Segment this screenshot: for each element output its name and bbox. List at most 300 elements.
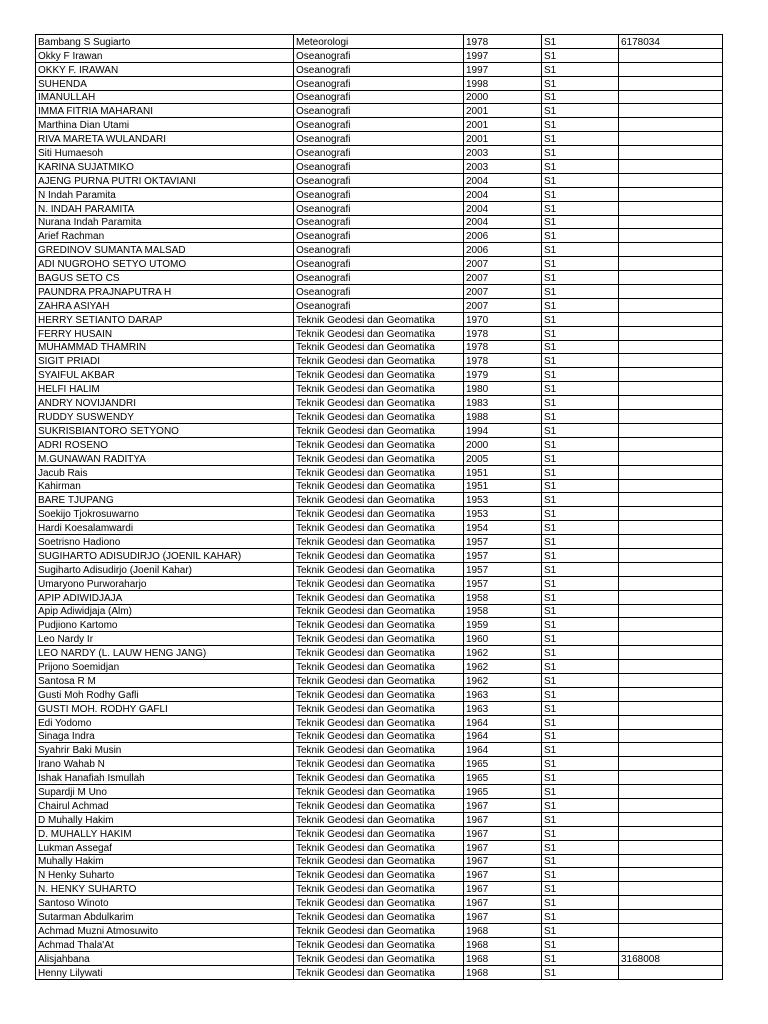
table-row bbox=[36, 729, 723, 743]
name-cell: SIGIT PRIADI bbox=[36, 354, 294, 368]
year-cell: 1978 bbox=[464, 340, 542, 354]
name-cell: LEO NARDY (L. LAUW HENG JANG) bbox=[36, 646, 294, 660]
table-row bbox=[36, 479, 723, 493]
name-cell: BARE TJUPANG bbox=[36, 493, 294, 507]
table-row bbox=[36, 243, 723, 257]
program-cell: Teknik Geodesi dan Geomatika bbox=[294, 715, 464, 729]
name-cell: ADRI ROSENO bbox=[36, 437, 294, 451]
degree-cell: S1 bbox=[542, 507, 619, 521]
name-cell: Achmad Muzni Atmosuwito bbox=[36, 924, 294, 938]
id-cell bbox=[619, 146, 723, 160]
table-row bbox=[36, 173, 723, 187]
degree-cell: S1 bbox=[542, 437, 619, 451]
degree-cell: S1 bbox=[542, 382, 619, 396]
year-cell: 1964 bbox=[464, 729, 542, 743]
year-cell: 1997 bbox=[464, 62, 542, 76]
degree-cell: S1 bbox=[542, 118, 619, 132]
year-cell: 1988 bbox=[464, 410, 542, 424]
id-cell bbox=[619, 132, 723, 146]
alumni-table bbox=[35, 34, 723, 980]
program-cell: Oseanografi bbox=[294, 298, 464, 312]
table-row bbox=[36, 687, 723, 701]
degree-cell: S1 bbox=[542, 271, 619, 285]
id-cell bbox=[619, 548, 723, 562]
degree-cell: S1 bbox=[542, 479, 619, 493]
table-row bbox=[36, 882, 723, 896]
year-cell: 2003 bbox=[464, 160, 542, 174]
year-cell: 1957 bbox=[464, 548, 542, 562]
table-row bbox=[36, 368, 723, 382]
table-row bbox=[36, 840, 723, 854]
year-cell: 2001 bbox=[464, 104, 542, 118]
degree-cell: S1 bbox=[542, 937, 619, 951]
degree-cell: S1 bbox=[542, 104, 619, 118]
program-cell: Teknik Geodesi dan Geomatika bbox=[294, 618, 464, 632]
degree-cell: S1 bbox=[542, 673, 619, 687]
name-cell: D. MUHALLY HAKIM bbox=[36, 826, 294, 840]
id-cell bbox=[619, 507, 723, 521]
program-cell: Oseanografi bbox=[294, 132, 464, 146]
table-row bbox=[36, 410, 723, 424]
table-row bbox=[36, 951, 723, 965]
id-cell bbox=[619, 48, 723, 62]
year-cell: 1967 bbox=[464, 798, 542, 812]
degree-cell: S1 bbox=[542, 298, 619, 312]
table-row bbox=[36, 715, 723, 729]
degree-cell: S1 bbox=[542, 826, 619, 840]
degree-cell: S1 bbox=[542, 48, 619, 62]
table-row bbox=[36, 562, 723, 576]
name-cell: PAUNDRA PRAJNAPUTRA H bbox=[36, 285, 294, 299]
table-row bbox=[36, 965, 723, 979]
degree-cell: S1 bbox=[542, 146, 619, 160]
id-cell bbox=[619, 187, 723, 201]
program-cell: Teknik Geodesi dan Geomatika bbox=[294, 924, 464, 938]
degree-cell: S1 bbox=[542, 882, 619, 896]
id-cell bbox=[619, 451, 723, 465]
year-cell: 1963 bbox=[464, 701, 542, 715]
degree-cell: S1 bbox=[542, 493, 619, 507]
degree-cell: S1 bbox=[542, 868, 619, 882]
table-row bbox=[36, 507, 723, 521]
name-cell: MUHAMMAD THAMRIN bbox=[36, 340, 294, 354]
degree-cell: S1 bbox=[542, 173, 619, 187]
name-cell: Ishak Hanafiah Ismullah bbox=[36, 771, 294, 785]
program-cell: Teknik Geodesi dan Geomatika bbox=[294, 951, 464, 965]
name-cell: IMMA FITRIA MAHARANI bbox=[36, 104, 294, 118]
name-cell: Umaryono Purworaharjo bbox=[36, 576, 294, 590]
name-cell: SUGIHARTO ADISUDIRJO (JOENIL KAHAR) bbox=[36, 548, 294, 562]
year-cell: 1957 bbox=[464, 576, 542, 590]
id-cell bbox=[619, 576, 723, 590]
program-cell: Oseanografi bbox=[294, 271, 464, 285]
id-cell bbox=[619, 660, 723, 674]
degree-cell: S1 bbox=[542, 604, 619, 618]
year-cell: 1967 bbox=[464, 868, 542, 882]
name-cell: SUKRISBIANTORO SETYONO bbox=[36, 423, 294, 437]
id-cell bbox=[619, 396, 723, 410]
table-row bbox=[36, 757, 723, 771]
name-cell: HELFI HALIM bbox=[36, 382, 294, 396]
id-cell bbox=[619, 493, 723, 507]
table-row bbox=[36, 382, 723, 396]
year-cell: 2003 bbox=[464, 146, 542, 160]
table-row bbox=[36, 590, 723, 604]
id-cell bbox=[619, 965, 723, 979]
year-cell: 1967 bbox=[464, 812, 542, 826]
name-cell: Alisjahbana bbox=[36, 951, 294, 965]
year-cell: 1962 bbox=[464, 673, 542, 687]
year-cell: 1980 bbox=[464, 382, 542, 396]
degree-cell: S1 bbox=[542, 840, 619, 854]
year-cell: 1978 bbox=[464, 354, 542, 368]
degree-cell: S1 bbox=[542, 312, 619, 326]
year-cell: 1997 bbox=[464, 48, 542, 62]
program-cell: Teknik Geodesi dan Geomatika bbox=[294, 812, 464, 826]
name-cell: FERRY HUSAIN bbox=[36, 326, 294, 340]
id-cell: 6178034 bbox=[619, 35, 723, 49]
table-row bbox=[36, 48, 723, 62]
table-row bbox=[36, 354, 723, 368]
table-row bbox=[36, 937, 723, 951]
table-row bbox=[36, 465, 723, 479]
id-cell bbox=[619, 729, 723, 743]
year-cell: 1967 bbox=[464, 910, 542, 924]
degree-cell: S1 bbox=[542, 215, 619, 229]
year-cell: 1957 bbox=[464, 535, 542, 549]
name-cell: Hardi Koesalamwardi bbox=[36, 521, 294, 535]
program-cell: Teknik Geodesi dan Geomatika bbox=[294, 340, 464, 354]
degree-cell: S1 bbox=[542, 326, 619, 340]
name-cell: N. INDAH PARAMITA bbox=[36, 201, 294, 215]
table-row bbox=[36, 604, 723, 618]
program-cell: Teknik Geodesi dan Geomatika bbox=[294, 646, 464, 660]
year-cell: 1962 bbox=[464, 660, 542, 674]
name-cell: ZAHRA ASIYAH bbox=[36, 298, 294, 312]
name-cell: Gusti Moh Rodhy Gafli bbox=[36, 687, 294, 701]
year-cell: 1953 bbox=[464, 507, 542, 521]
year-cell: 2001 bbox=[464, 118, 542, 132]
year-cell: 2004 bbox=[464, 187, 542, 201]
degree-cell: S1 bbox=[542, 965, 619, 979]
year-cell: 1953 bbox=[464, 493, 542, 507]
id-cell bbox=[619, 229, 723, 243]
program-cell: Oseanografi bbox=[294, 285, 464, 299]
degree-cell: S1 bbox=[542, 785, 619, 799]
id-cell bbox=[619, 257, 723, 271]
name-cell: GREDINOV SUMANTA MALSAD bbox=[36, 243, 294, 257]
id-cell bbox=[619, 840, 723, 854]
name-cell: Lukman Assegaf bbox=[36, 840, 294, 854]
year-cell: 1965 bbox=[464, 757, 542, 771]
program-cell: Teknik Geodesi dan Geomatika bbox=[294, 423, 464, 437]
id-cell bbox=[619, 618, 723, 632]
program-cell: Teknik Geodesi dan Geomatika bbox=[294, 729, 464, 743]
program-cell: Teknik Geodesi dan Geomatika bbox=[294, 965, 464, 979]
degree-cell: S1 bbox=[542, 687, 619, 701]
id-cell bbox=[619, 562, 723, 576]
degree-cell: S1 bbox=[542, 951, 619, 965]
program-cell: Oseanografi bbox=[294, 160, 464, 174]
year-cell: 2005 bbox=[464, 451, 542, 465]
name-cell: RUDDY SUSWENDY bbox=[36, 410, 294, 424]
year-cell: 1968 bbox=[464, 924, 542, 938]
name-cell: Kahirman bbox=[36, 479, 294, 493]
name-cell: Sinaga Indra bbox=[36, 729, 294, 743]
degree-cell: S1 bbox=[542, 576, 619, 590]
degree-cell: S1 bbox=[542, 354, 619, 368]
program-cell: Teknik Geodesi dan Geomatika bbox=[294, 882, 464, 896]
degree-cell: S1 bbox=[542, 229, 619, 243]
name-cell: Leo Nardy Ir bbox=[36, 632, 294, 646]
degree-cell: S1 bbox=[542, 132, 619, 146]
degree-cell: S1 bbox=[542, 35, 619, 49]
name-cell: Henny Lilywati bbox=[36, 965, 294, 979]
id-cell bbox=[619, 882, 723, 896]
degree-cell: S1 bbox=[542, 451, 619, 465]
degree-cell: S1 bbox=[542, 548, 619, 562]
program-cell: Teknik Geodesi dan Geomatika bbox=[294, 368, 464, 382]
year-cell: 1998 bbox=[464, 76, 542, 90]
table-row bbox=[36, 62, 723, 76]
name-cell: D Muhally Hakim bbox=[36, 812, 294, 826]
program-cell: Teknik Geodesi dan Geomatika bbox=[294, 382, 464, 396]
program-cell: Teknik Geodesi dan Geomatika bbox=[294, 757, 464, 771]
program-cell: Oseanografi bbox=[294, 187, 464, 201]
program-cell: Oseanografi bbox=[294, 62, 464, 76]
degree-cell: S1 bbox=[542, 423, 619, 437]
id-cell bbox=[619, 118, 723, 132]
year-cell: 1968 bbox=[464, 937, 542, 951]
table-row bbox=[36, 257, 723, 271]
id-cell bbox=[619, 104, 723, 118]
name-cell: Syahrir Baki Musin bbox=[36, 743, 294, 757]
year-cell: 1962 bbox=[464, 646, 542, 660]
program-cell: Teknik Geodesi dan Geomatika bbox=[294, 743, 464, 757]
id-cell bbox=[619, 479, 723, 493]
year-cell: 1968 bbox=[464, 951, 542, 965]
name-cell: BAGUS SETO CS bbox=[36, 271, 294, 285]
name-cell: Siti Humaesoh bbox=[36, 146, 294, 160]
name-cell: KARINA SUJATMIKO bbox=[36, 160, 294, 174]
table-row bbox=[36, 146, 723, 160]
table-row bbox=[36, 701, 723, 715]
program-cell: Teknik Geodesi dan Geomatika bbox=[294, 840, 464, 854]
year-cell: 2007 bbox=[464, 285, 542, 299]
table-row bbox=[36, 826, 723, 840]
table-row bbox=[36, 785, 723, 799]
year-cell: 2004 bbox=[464, 173, 542, 187]
program-cell: Oseanografi bbox=[294, 201, 464, 215]
year-cell: 2001 bbox=[464, 132, 542, 146]
name-cell: Santoso Winoto bbox=[36, 896, 294, 910]
degree-cell: S1 bbox=[542, 535, 619, 549]
table-row bbox=[36, 618, 723, 632]
table-row bbox=[36, 548, 723, 562]
id-cell bbox=[619, 76, 723, 90]
degree-cell: S1 bbox=[542, 854, 619, 868]
program-cell: Teknik Geodesi dan Geomatika bbox=[294, 451, 464, 465]
program-cell: Teknik Geodesi dan Geomatika bbox=[294, 493, 464, 507]
degree-cell: S1 bbox=[542, 771, 619, 785]
degree-cell: S1 bbox=[542, 465, 619, 479]
degree-cell: S1 bbox=[542, 729, 619, 743]
name-cell: Achmad Thala'At bbox=[36, 937, 294, 951]
year-cell: 1978 bbox=[464, 35, 542, 49]
year-cell: 2004 bbox=[464, 201, 542, 215]
name-cell: N. HENKY SUHARTO bbox=[36, 882, 294, 896]
id-cell bbox=[619, 854, 723, 868]
table-row bbox=[36, 493, 723, 507]
year-cell: 1954 bbox=[464, 521, 542, 535]
program-cell: Oseanografi bbox=[294, 146, 464, 160]
year-cell: 1994 bbox=[464, 423, 542, 437]
id-cell bbox=[619, 410, 723, 424]
program-cell: Oseanografi bbox=[294, 229, 464, 243]
table-row bbox=[36, 229, 723, 243]
year-cell: 1958 bbox=[464, 590, 542, 604]
id-cell bbox=[619, 465, 723, 479]
degree-cell: S1 bbox=[542, 368, 619, 382]
table-row bbox=[36, 632, 723, 646]
program-cell: Teknik Geodesi dan Geomatika bbox=[294, 604, 464, 618]
name-cell: M.GUNAWAN RADITYA bbox=[36, 451, 294, 465]
program-cell: Oseanografi bbox=[294, 90, 464, 104]
name-cell: Marthina Dian Utami bbox=[36, 118, 294, 132]
program-cell: Teknik Geodesi dan Geomatika bbox=[294, 576, 464, 590]
degree-cell: S1 bbox=[542, 396, 619, 410]
table-row bbox=[36, 924, 723, 938]
program-cell: Teknik Geodesi dan Geomatika bbox=[294, 396, 464, 410]
name-cell: Arief Rachman bbox=[36, 229, 294, 243]
degree-cell: S1 bbox=[542, 257, 619, 271]
id-cell bbox=[619, 812, 723, 826]
year-cell: 1967 bbox=[464, 826, 542, 840]
id-cell bbox=[619, 423, 723, 437]
table-row bbox=[36, 437, 723, 451]
degree-cell: S1 bbox=[542, 410, 619, 424]
degree-cell: S1 bbox=[542, 715, 619, 729]
program-cell: Oseanografi bbox=[294, 118, 464, 132]
program-cell: Teknik Geodesi dan Geomatika bbox=[294, 465, 464, 479]
year-cell: 1951 bbox=[464, 479, 542, 493]
name-cell: Santosa R M bbox=[36, 673, 294, 687]
table-row bbox=[36, 312, 723, 326]
name-cell: Sutarman Abdulkarim bbox=[36, 910, 294, 924]
id-cell bbox=[619, 604, 723, 618]
name-cell: SUHENDA bbox=[36, 76, 294, 90]
year-cell: 1960 bbox=[464, 632, 542, 646]
id-cell bbox=[619, 673, 723, 687]
program-cell: Teknik Geodesi dan Geomatika bbox=[294, 326, 464, 340]
id-cell bbox=[619, 590, 723, 604]
id-cell bbox=[619, 896, 723, 910]
name-cell: HERRY SETIANTO DARAP bbox=[36, 312, 294, 326]
degree-cell: S1 bbox=[542, 590, 619, 604]
id-cell bbox=[619, 924, 723, 938]
year-cell: 1967 bbox=[464, 896, 542, 910]
program-cell: Teknik Geodesi dan Geomatika bbox=[294, 937, 464, 951]
table-row bbox=[36, 298, 723, 312]
program-cell: Teknik Geodesi dan Geomatika bbox=[294, 673, 464, 687]
id-cell bbox=[619, 368, 723, 382]
program-cell: Oseanografi bbox=[294, 104, 464, 118]
program-cell: Meteorologi bbox=[294, 35, 464, 49]
table-row bbox=[36, 521, 723, 535]
id-cell bbox=[619, 285, 723, 299]
table-row bbox=[36, 90, 723, 104]
year-cell: 1964 bbox=[464, 743, 542, 757]
table-row bbox=[36, 812, 723, 826]
year-cell: 2007 bbox=[464, 271, 542, 285]
id-cell bbox=[619, 173, 723, 187]
program-cell: Oseanografi bbox=[294, 257, 464, 271]
degree-cell: S1 bbox=[542, 910, 619, 924]
table-row bbox=[36, 285, 723, 299]
year-cell: 1958 bbox=[464, 604, 542, 618]
table-row bbox=[36, 35, 723, 49]
id-cell bbox=[619, 201, 723, 215]
year-cell: 1967 bbox=[464, 854, 542, 868]
program-cell: Teknik Geodesi dan Geomatika bbox=[294, 437, 464, 451]
program-cell: Oseanografi bbox=[294, 215, 464, 229]
program-cell: Teknik Geodesi dan Geomatika bbox=[294, 854, 464, 868]
degree-cell: S1 bbox=[542, 90, 619, 104]
table-row bbox=[36, 910, 723, 924]
degree-cell: S1 bbox=[542, 521, 619, 535]
table-row bbox=[36, 215, 723, 229]
program-cell: Teknik Geodesi dan Geomatika bbox=[294, 896, 464, 910]
name-cell: N Indah Paramita bbox=[36, 187, 294, 201]
name-cell: ADI NUGROHO SETYO UTOMO bbox=[36, 257, 294, 271]
table-row bbox=[36, 451, 723, 465]
id-cell bbox=[619, 215, 723, 229]
id-cell bbox=[619, 757, 723, 771]
program-cell: Teknik Geodesi dan Geomatika bbox=[294, 771, 464, 785]
table-row bbox=[36, 798, 723, 812]
id-cell bbox=[619, 437, 723, 451]
id-cell bbox=[619, 910, 723, 924]
table-row bbox=[36, 340, 723, 354]
name-cell: Soetrisno Hadiono bbox=[36, 535, 294, 549]
program-cell: Teknik Geodesi dan Geomatika bbox=[294, 910, 464, 924]
id-cell bbox=[619, 646, 723, 660]
id-cell: 3168008 bbox=[619, 951, 723, 965]
table-row bbox=[36, 660, 723, 674]
id-cell bbox=[619, 826, 723, 840]
id-cell bbox=[619, 243, 723, 257]
year-cell: 1979 bbox=[464, 368, 542, 382]
degree-cell: S1 bbox=[542, 632, 619, 646]
degree-cell: S1 bbox=[542, 924, 619, 938]
name-cell: Nurana Indah Paramita bbox=[36, 215, 294, 229]
table-row bbox=[36, 201, 723, 215]
name-cell: GUSTI MOH. RODHY GAFLI bbox=[36, 701, 294, 715]
name-cell: RIVA MARETA WULANDARI bbox=[36, 132, 294, 146]
name-cell: Okky F Irawan bbox=[36, 48, 294, 62]
name-cell: Irano Wahab N bbox=[36, 757, 294, 771]
degree-cell: S1 bbox=[542, 646, 619, 660]
year-cell: 1970 bbox=[464, 312, 542, 326]
table-row bbox=[36, 673, 723, 687]
degree-cell: S1 bbox=[542, 896, 619, 910]
degree-cell: S1 bbox=[542, 340, 619, 354]
id-cell bbox=[619, 632, 723, 646]
program-cell: Teknik Geodesi dan Geomatika bbox=[294, 868, 464, 882]
degree-cell: S1 bbox=[542, 187, 619, 201]
degree-cell: S1 bbox=[542, 798, 619, 812]
table-row bbox=[36, 743, 723, 757]
